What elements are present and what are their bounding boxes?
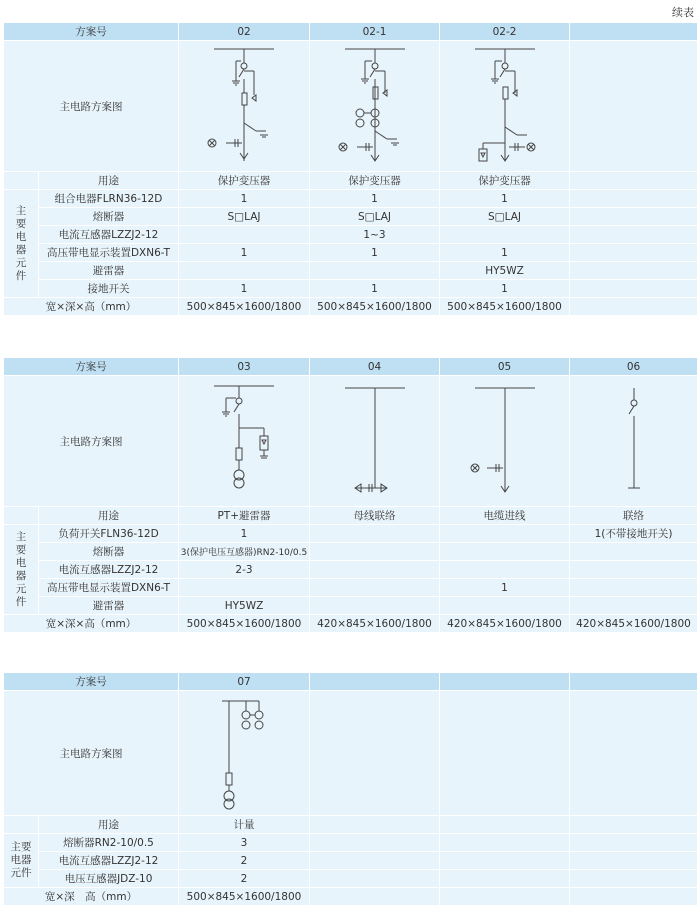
dimensions-label: 宽×深 高（mm） <box>4 888 179 906</box>
component-name: 接地开关 <box>39 280 179 298</box>
component-name: 避雷器 <box>39 597 179 615</box>
component-row <box>4 190 698 208</box>
component-value <box>310 561 440 579</box>
component-value <box>440 834 570 852</box>
circuit-diagram-04 <box>310 376 440 507</box>
dimensions-label: 宽×深×高（mm） <box>4 615 179 633</box>
component-value: 1 <box>310 244 440 262</box>
component-value <box>570 834 698 852</box>
scheme-no: 07 <box>179 673 310 691</box>
component-value <box>310 262 440 280</box>
component-value: HY5WZ <box>179 597 310 615</box>
component-row <box>4 244 698 262</box>
diagram-label: 主电路方案图 <box>4 691 179 816</box>
component-row <box>4 262 698 280</box>
dimensions-value: 500×845×1600/1800 <box>179 615 310 633</box>
scheme-no-label: 方案号 <box>4 23 179 41</box>
circuit-diagram-02-2 <box>440 41 570 172</box>
component-value: 1 <box>179 244 310 262</box>
circuit-diagram-07 <box>179 691 310 816</box>
component-name: 熔断器 <box>39 208 179 226</box>
usage-value: 保护变压器 <box>310 172 440 190</box>
component-value <box>570 870 698 888</box>
component-value <box>310 525 440 543</box>
diagram-row <box>4 376 698 507</box>
usage-value <box>570 172 698 190</box>
component-value <box>570 244 698 262</box>
component-value <box>179 262 310 280</box>
scheme-no <box>440 673 570 691</box>
dimensions-value: 500×845×1600/1800 <box>179 888 310 906</box>
header-row <box>4 23 698 41</box>
usage-label: 用途 <box>39 172 179 190</box>
component-value <box>570 561 698 579</box>
component-value <box>310 579 440 597</box>
scheme-no: 02 <box>179 23 310 41</box>
scheme-no <box>310 673 440 691</box>
main-components-label: 主 要 电 器 元 件 <box>4 525 39 615</box>
component-value <box>570 852 698 870</box>
usage-value: 保护变压器 <box>440 172 570 190</box>
component-value <box>570 190 698 208</box>
header-row <box>4 358 698 376</box>
component-name: 熔断器RN2-10/0.5 <box>39 834 179 852</box>
component-value: HY5WZ <box>440 262 570 280</box>
component-row <box>4 870 698 888</box>
component-value: S□LAJ <box>310 208 440 226</box>
continued-note: 续表 <box>672 6 694 19</box>
usage-value: 母线联络 <box>310 507 440 525</box>
diagram-empty <box>570 691 698 816</box>
dimensions-value <box>440 888 570 906</box>
component-row <box>4 525 698 543</box>
component-value <box>440 561 570 579</box>
usage-value <box>440 816 570 834</box>
component-value <box>440 597 570 615</box>
component-row <box>4 852 698 870</box>
dimensions-row <box>4 888 698 906</box>
component-value <box>440 525 570 543</box>
component-row <box>4 226 698 244</box>
diagram-row <box>4 691 698 816</box>
circuit-diagram-02 <box>179 41 310 172</box>
usage-value <box>570 816 698 834</box>
scheme-table-2 <box>3 357 698 633</box>
main-components-label: 主 要 电 器 元 件 <box>4 190 39 298</box>
component-value: S□LAJ <box>440 208 570 226</box>
diagram-empty <box>570 41 698 172</box>
scheme-table-1 <box>3 22 698 316</box>
component-value <box>570 262 698 280</box>
usage-value <box>310 816 440 834</box>
scheme-no: 04 <box>310 358 440 376</box>
component-value: 1 <box>310 280 440 298</box>
dimensions-value: 500×845×1600/1800 <box>179 298 310 316</box>
component-value <box>310 870 440 888</box>
usage-row <box>4 172 698 190</box>
usage-value: 计量 <box>179 816 310 834</box>
scheme-no: 05 <box>440 358 570 376</box>
component-value <box>310 597 440 615</box>
usage-row <box>4 507 698 525</box>
component-value <box>310 543 440 561</box>
component-name: 熔断器 <box>39 543 179 561</box>
component-value <box>179 226 310 244</box>
dimensions-value: 420×845×1600/1800 <box>440 615 570 633</box>
dimensions-value <box>570 298 698 316</box>
component-value: S□LAJ <box>179 208 310 226</box>
dimensions-row <box>4 615 698 633</box>
circuit-diagram-06 <box>570 376 698 507</box>
component-name: 组合电器FLRN36-12D <box>39 190 179 208</box>
usage-value: 联络 <box>570 507 698 525</box>
component-value <box>310 834 440 852</box>
main-components-label: 主要 电器 元件 <box>4 834 39 888</box>
component-row <box>4 579 698 597</box>
diagram-row <box>4 41 698 172</box>
component-value: 1 <box>440 280 570 298</box>
component-value <box>440 543 570 561</box>
component-value <box>310 852 440 870</box>
dimensions-value: 500×845×1600/1800 <box>440 298 570 316</box>
component-value <box>440 870 570 888</box>
component-value <box>440 852 570 870</box>
circuit-diagram-03 <box>179 376 310 507</box>
scheme-no: 02-2 <box>440 23 570 41</box>
dimensions-value: 420×845×1600/1800 <box>570 615 698 633</box>
circuit-diagram-02-1 <box>310 41 440 172</box>
dimensions-value: 500×845×1600/1800 <box>310 298 440 316</box>
component-value <box>570 543 698 561</box>
component-value: 2-3 <box>179 561 310 579</box>
usage-label: 用途 <box>39 507 179 525</box>
usage-value: 电缆进线 <box>440 507 570 525</box>
dimensions-value <box>570 888 698 906</box>
component-row <box>4 208 698 226</box>
scheme-no: 06 <box>570 358 698 376</box>
component-name: 电流互感器LZZJ2-12 <box>39 561 179 579</box>
usage-value: PT+避雷器 <box>179 507 310 525</box>
component-name: 电压互感器JDZ-10 <box>39 870 179 888</box>
component-value <box>570 208 698 226</box>
scheme-table-3 <box>3 672 698 906</box>
component-value: 3 <box>179 834 310 852</box>
component-value <box>440 226 570 244</box>
component-value <box>570 226 698 244</box>
scheme-no: 03 <box>179 358 310 376</box>
component-value: 1~3 <box>310 226 440 244</box>
component-name: 电流互感器LZZJ2-12 <box>39 852 179 870</box>
diagram-empty <box>310 691 440 816</box>
component-value <box>570 597 698 615</box>
usage-label: 用途 <box>39 816 179 834</box>
component-row <box>4 834 698 852</box>
component-value: 1 <box>310 190 440 208</box>
component-value: 2 <box>179 870 310 888</box>
component-row <box>4 597 698 615</box>
dimensions-value: 420×845×1600/1800 <box>310 615 440 633</box>
scheme-no <box>570 23 698 41</box>
component-row <box>4 561 698 579</box>
dimensions-row <box>4 298 698 316</box>
component-row <box>4 543 698 561</box>
component-value: 1 <box>440 190 570 208</box>
component-value: 1 <box>440 579 570 597</box>
component-name: 负荷开关FLN36-12D <box>39 525 179 543</box>
diagram-empty <box>440 691 570 816</box>
component-value: 1 <box>440 244 570 262</box>
dimensions-value <box>310 888 440 906</box>
scheme-no-label: 方案号 <box>4 673 179 691</box>
component-name: 避雷器 <box>39 262 179 280</box>
component-value: 2 <box>179 852 310 870</box>
component-value: 1 <box>179 525 310 543</box>
usage-value: 保护变压器 <box>179 172 310 190</box>
component-value <box>570 579 698 597</box>
diagram-label: 主电路方案图 <box>4 41 179 172</box>
usage-row <box>4 816 698 834</box>
component-value: 1 <box>179 190 310 208</box>
component-value <box>179 579 310 597</box>
component-row <box>4 280 698 298</box>
component-value <box>570 280 698 298</box>
diagram-label: 主电路方案图 <box>4 376 179 507</box>
component-value: 3(保护电压互感器)RN2-10/0.5 <box>179 543 310 561</box>
component-name: 高压带电显示装置DXN6-T <box>39 244 179 262</box>
component-value: 1 <box>179 280 310 298</box>
component-name: 高压带电显示装置DXN6-T <box>39 579 179 597</box>
header-row <box>4 673 698 691</box>
circuit-diagram-05 <box>440 376 570 507</box>
scheme-no-label: 方案号 <box>4 358 179 376</box>
scheme-no <box>570 673 698 691</box>
component-value: 1(不带接地开关) <box>570 525 698 543</box>
component-name: 电流互感器LZZJ2-12 <box>39 226 179 244</box>
scheme-no: 02-1 <box>310 23 440 41</box>
dimensions-label: 宽×深×高（mm） <box>4 298 179 316</box>
